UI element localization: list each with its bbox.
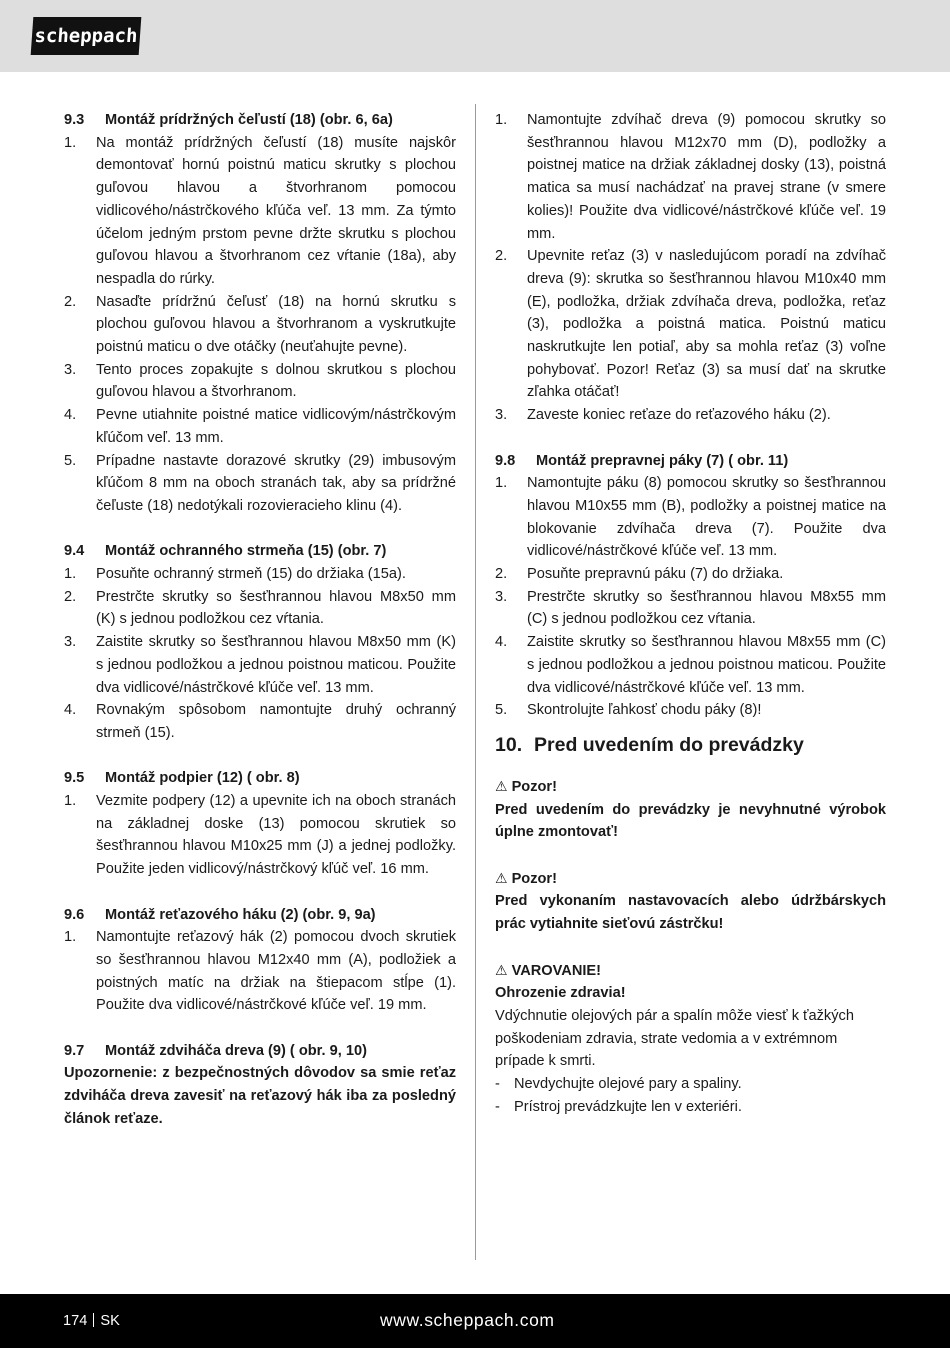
list-9-7-continued <box>495 109 886 427</box>
list-item <box>495 699 886 722</box>
section-title: Montáž prídržných čeľustí (18) (obr. 6, 6a) <box>105 112 393 128</box>
footer-bar <box>0 1294 950 1348</box>
section-title: Montáž zdviháča dreva (9) ( obr. 9, 10) <box>105 1042 367 1059</box>
list-item-number: 1. <box>64 929 77 946</box>
list-item-text: Zaveste koniec reťaze do reťazového háku (2). <box>527 407 831 424</box>
list-item <box>495 1096 886 1119</box>
list-item-number: 3. <box>495 407 508 424</box>
list-item <box>64 631 456 699</box>
list-item-text: Namontujte páku (8) pomocou skrutky so šesťhrannou hlavou M10x55 mm (B), podložky a poistnej matice na blokovanie zdvíhača dreva (7). Použite dva vidlicové/nástrčkové kľúče veľ. 13 mm. <box>527 475 886 560</box>
section-title: Montáž ochranného strmeňa (15) (obr. 7) <box>105 543 387 560</box>
warning-icon: ⚠ <box>495 869 508 886</box>
list-item-text: Prestrčte skrutky so šesťhrannou hlavou M8x55 mm (C) s jednou podložkou cez vŕtania. <box>527 588 886 628</box>
list-item <box>64 790 456 881</box>
list-item-text: Rovnakým spôsobom namontujte druhý ochranný strmeň (15). <box>96 702 456 741</box>
list-item-text: Prístroj prevádzkujte len v exteriéri. <box>514 1098 742 1115</box>
page-number <box>63 1310 120 1332</box>
list-9-3 <box>64 132 456 518</box>
list-item-number: 1. <box>64 134 77 151</box>
separator <box>93 1313 94 1327</box>
list-item-text: Prestrčte skrutky so šesťhrannou hlavou M8x50 mm (K) s jednou podložkou cez vŕtania. <box>96 588 456 628</box>
warning-label: Pozor! <box>511 778 557 795</box>
section-title: Montáž reťazového háku (2) (obr. 9, 9a) <box>105 906 376 923</box>
section-number: 9.4 <box>64 543 85 560</box>
list-item <box>495 563 886 586</box>
list-item <box>495 245 886 404</box>
list-item-number: 5. <box>495 702 508 719</box>
list-item-text: Tento proces zopakujte s dolnou skrutkou s plochou guľovou hlavou a štvorhranom. <box>96 361 456 401</box>
list-item-number: 2. <box>64 293 77 310</box>
list-item-number: - <box>495 1076 500 1093</box>
warning-1-heading <box>495 775 886 799</box>
list-item <box>495 1073 886 1096</box>
list-item-text: Zaistite skrutky so šesťhrannou hlavou M8x50 mm (K) s jednou podložkou a jednou poistnou maticou. Použite dva vidlicové/nástrčkové kľúče veľ. 13 mm. <box>96 634 456 696</box>
section-title: Montáž prepravnej páky (7) ( obr. 11) <box>536 452 789 469</box>
list-item <box>64 563 456 586</box>
list-item-number: 1. <box>64 793 77 810</box>
list-item-number: 4. <box>64 407 77 424</box>
list-item <box>64 291 456 359</box>
column-divider <box>475 104 476 1260</box>
list-item-text: Pevne utiahnite poistné matice vidlicovým/nástrčkovým kľúčom veľ. 13 mm. <box>96 407 456 446</box>
list-item <box>64 359 456 404</box>
list-item-number: 1. <box>495 112 508 128</box>
list-item <box>64 586 456 631</box>
list-item-text: Nasaďte prídržnú čeľusť (18) na hornú skrutku s plochou guľovou hlavou a štvorhranom a vyskrutkujte poistnú maticu o dve otáčky (neuťahujte pevne). <box>96 293 456 356</box>
section-heading-9-6 <box>64 904 456 927</box>
warning-icon: ⚠ <box>495 961 508 978</box>
left-column <box>64 109 456 1131</box>
list-item-number: 2. <box>495 248 508 265</box>
list-9-5 <box>64 790 456 881</box>
section-heading-9-3 <box>64 109 456 132</box>
warning-3-bullets <box>495 1073 886 1118</box>
warning-label: Pozor! <box>511 870 557 887</box>
list-9-4 <box>64 563 456 745</box>
section-number: 9.7 <box>64 1042 85 1059</box>
list-item-text: Nevdychujte olejové pary a spaliny. <box>514 1076 742 1093</box>
list-9-8 <box>495 472 886 722</box>
warning-label: VAROVANIE! <box>511 962 602 979</box>
list-item-number: 4. <box>495 634 508 651</box>
chapter-title: Pred uvedením do prevádzky <box>534 733 804 756</box>
list-item-number: 2. <box>64 588 77 605</box>
list-item <box>495 472 886 563</box>
warning-3-text: Vdýchnutie olejových pár a spalín môže viesť k ťažkých poškodeniam zdravia, strate vedomia a v extrémnom prípade k smrti. <box>495 1007 854 1070</box>
list-item-text: Zaistite skrutky so šesťhrannou hlavou M8x55 mm (C) s jednou podložkou a jednou poistnou maticou. Použite dva vidlicové/nástrčkové kľúče veľ. 13 mm. <box>527 634 886 696</box>
list-item <box>64 699 456 744</box>
list-item-number: 3. <box>64 361 77 378</box>
section-heading-9-7 <box>64 1040 456 1063</box>
language-code: SK <box>100 1313 120 1329</box>
header-band <box>0 0 950 72</box>
list-item <box>495 631 886 699</box>
list-item <box>495 404 886 427</box>
list-item-number: 5. <box>64 452 77 469</box>
list-item-number: 1. <box>495 475 508 492</box>
list-item-number: 3. <box>495 588 508 605</box>
section-heading-9-5 <box>64 767 456 790</box>
list-item-number: 2. <box>495 566 508 583</box>
list-item-text: Prípadne nastavte dorazové skrutky (29) imbusovým kľúčom 8 mm na oboch stranách tak, aby sa prídržné čeľuste (18) nedotýkali rozovieracieho klinu (4). <box>96 452 456 514</box>
list-item-number: 4. <box>64 702 77 719</box>
warning-2-heading <box>495 867 886 891</box>
list-item-text: Upevnite reťaz (3) v nasledujúcom poradí na zdvíhač dreva (9): skrutka so šesťhrannou hlavou M10x40 mm (E), podložka, držiak zdvíhača dreva, podložka, reťaz (3), podložka a poistná matica. Poistnú maticu naskrutkujte len potiaľ, aby sa mohla reťaz (3) voľne pohybovať. Pozor! Reťaz (3) sa musí dať na skrutke zľahka otáčať! <box>527 248 886 401</box>
list-item-text: Posuňte prepravnú páku (7) do držiaka. <box>527 566 784 583</box>
list-item-text: Namontujte reťazový hák (2) pomocou dvoch skrutiek so šesťhrannou hlavou M12x40 mm (A), podložiek a poistných matíc na držiak na štiepacom stĺpe (1). Použite dva vidlicové/nástrčkové kľúče veľ. 19 mm. <box>96 929 456 1014</box>
right-column <box>495 109 886 1118</box>
section-number: 9.6 <box>64 906 85 923</box>
list-item-text: Posuňte ochranný strmeň (15) do držiaka (15a). <box>96 566 406 583</box>
warning-3-heading <box>495 959 886 983</box>
list-item-text: Na montáž prídržných čeľustí (18) musíte najskôr demontovať hornú poistnú maticu skrutky s plochou guľovou hlavou a štvorhranom pomocou vidlicového/nástrčkového kľúča veľ. 13 mm. Za týmto účelom jedným prstom pevne držte skrutku s plochou guľovou hlavou a štvorhranom cez vŕtanie (18a), aby nespadla do rúrky. <box>96 134 456 287</box>
chapter-number: 10. <box>495 733 523 756</box>
section-heading-9-4 <box>64 540 456 563</box>
list-9-6 <box>64 926 456 1017</box>
page-number-value: 174 <box>63 1313 88 1329</box>
section-number: 9.3 <box>64 112 85 128</box>
list-item-number: - <box>495 1098 500 1115</box>
warning-3-subtitle: Ohrozenie zdravia! <box>495 985 626 1002</box>
list-item-number: 3. <box>64 634 77 651</box>
website-link[interactable]: www.scheppach.com <box>380 1310 555 1330</box>
chapter-heading-10 <box>495 731 886 759</box>
list-item <box>495 109 886 245</box>
list-item <box>64 132 456 291</box>
section-heading-9-8 <box>495 450 886 473</box>
scheppach-logo: scheppach <box>31 17 142 55</box>
warning-2-text: Pred vykonaním nastavovacích alebo údržbárskych prác vytiahnite sieťovú zástrčku! <box>495 893 886 933</box>
list-item <box>495 586 886 631</box>
list-item <box>64 450 456 518</box>
section-number: 9.5 <box>64 770 85 787</box>
list-item-text: Namontujte zdvíhač dreva (9) pomocou skrutky so šesťhrannou hlavou M12x70 mm (D), podložky a poistnej matice na držiak základnej dosky (13), poistná matica sa musí nachádzať na pravej strane (v smere kolies)! Použite dva vidlicové/nástrčkové kľúče veľ. 19 mm. <box>527 112 886 242</box>
warning-icon: ⚠ <box>495 777 508 794</box>
list-item <box>64 404 456 449</box>
list-item-text: Vezmite podpery (12) a upevnite ich na oboch stranách na základnej doske (13) pomocou skrutiek so šesťhrannou hlavou M10x25 mm (J) a jednej podložky. Použite jeden vidlicový/nástrčkový kľúč veľ. 16 mm. <box>96 793 456 878</box>
list-item <box>64 926 456 1017</box>
section-title: Montáž podpier (12) ( obr. 8) <box>105 770 300 787</box>
warning-1-text: Pred uvedením do prevádzky je nevyhnutné výrobok úplne zmontovať! <box>495 801 886 841</box>
safety-note: Upozornenie: z bezpečnostných dôvodov sa smie reťaz zdviháča dreva zavesiť na reťazový hák iba za posledný článok reťaze. <box>64 1065 456 1127</box>
section-number: 9.8 <box>495 452 516 469</box>
list-item-text: Skontrolujte ľahkosť chodu páky (8)! <box>527 702 762 719</box>
list-item-number: 1. <box>64 566 77 583</box>
